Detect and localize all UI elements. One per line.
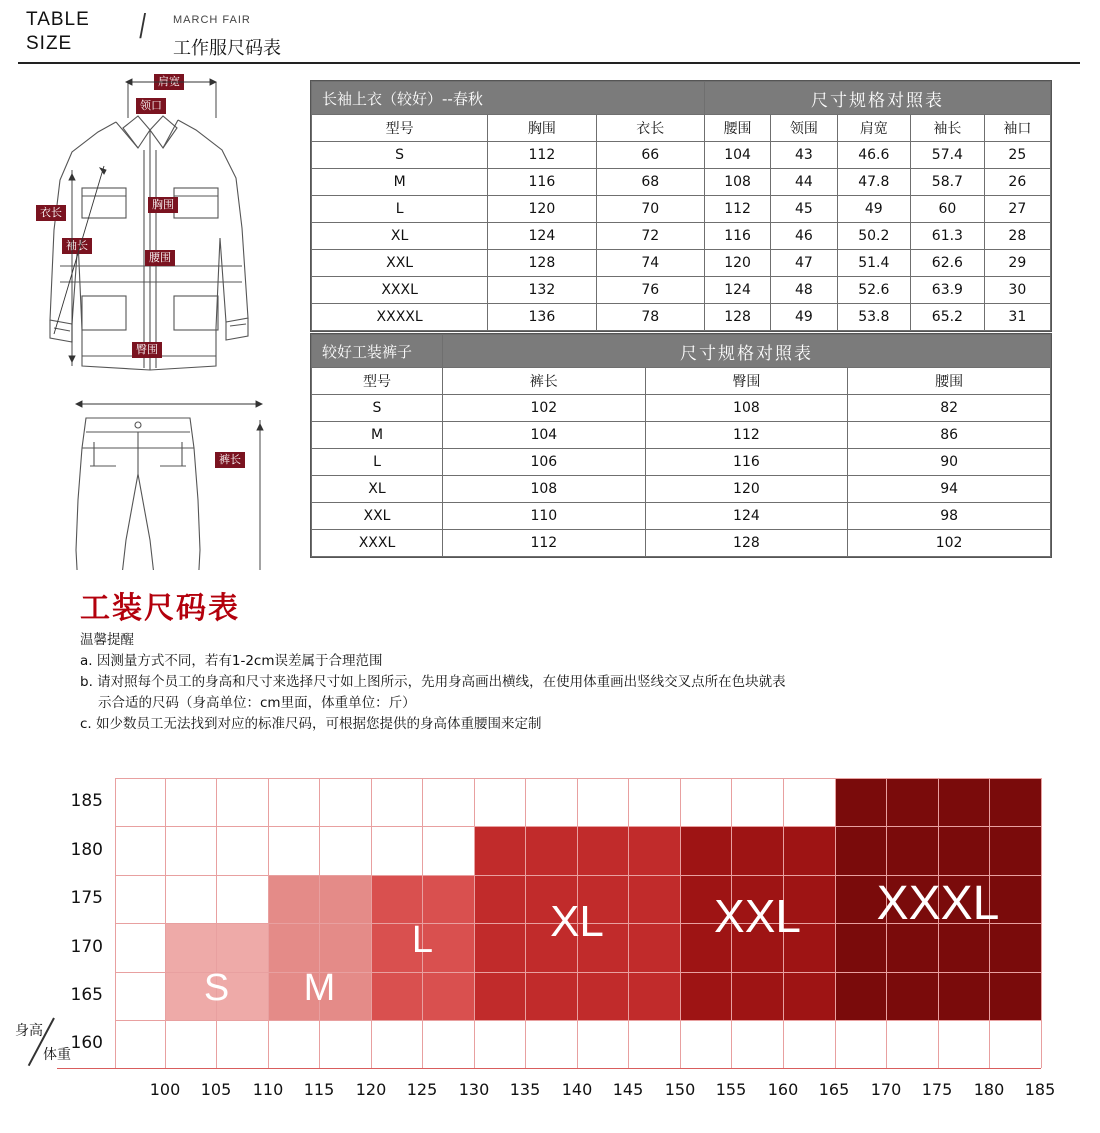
gridline-h (115, 1020, 1041, 1021)
x-tick-label: 140 (561, 1080, 593, 1099)
cell: XXL (312, 503, 443, 530)
cell: L (312, 196, 488, 223)
cell: 49 (837, 196, 911, 223)
gridline-v (216, 778, 217, 1068)
cell: 47.8 (837, 169, 911, 196)
axis-corner (9, 1020, 119, 1068)
dim-label-pants-length: 裤长 (215, 452, 245, 468)
gridline-h (115, 826, 1041, 827)
notes-block (80, 630, 940, 735)
dim-label-collar: 领口 (136, 98, 166, 114)
cell: 98 (848, 503, 1051, 530)
cell: 112 (443, 530, 646, 557)
heat-label-xl: XL (550, 897, 604, 946)
cell: 106 (443, 449, 646, 476)
cell: 120 (704, 250, 770, 277)
cell: 116 (645, 449, 848, 476)
cell: 128 (645, 530, 848, 557)
jacket-col-head: 袖口 (984, 115, 1050, 142)
header-title-en (26, 8, 90, 56)
y-axis-label: 身高 (15, 1023, 43, 1039)
cell: 27 (984, 196, 1050, 223)
dimension-arrows (20, 70, 300, 570)
cell: 29 (984, 250, 1050, 277)
cell: 72 (596, 223, 704, 250)
table-row (312, 196, 1051, 223)
cell: 47 (771, 250, 837, 277)
dim-label-hip: 臀围 (132, 342, 162, 358)
cell: 136 (488, 304, 596, 331)
x-tick-label: 125 (406, 1080, 438, 1099)
cell: XXL (312, 250, 488, 277)
cell: 102 (848, 530, 1051, 557)
jacket-col-head: 型号 (312, 115, 488, 142)
cell: 108 (443, 476, 646, 503)
x-tick-label: 165 (818, 1080, 850, 1099)
heat-label-s: S (203, 967, 230, 1009)
pants-band-center: 尺寸规格对照表 (443, 335, 1051, 368)
y-tick-label: 170 (70, 937, 103, 957)
cell: 44 (771, 169, 837, 196)
dim-label-waist: 腰围 (145, 250, 175, 266)
notes-heading: 温馨提醒 (80, 632, 134, 648)
cell: 124 (704, 277, 770, 304)
gridline-v (268, 778, 269, 1068)
table-row (312, 530, 1051, 557)
cell: 60 (911, 196, 985, 223)
cell: 110 (443, 503, 646, 530)
brand-name-cn: 工作服尺码表 (173, 38, 281, 59)
table-row (312, 169, 1051, 196)
table-row (312, 503, 1051, 530)
garment-illustration (20, 70, 300, 570)
cell: M (312, 169, 488, 196)
header-title-line2: SIZE (26, 33, 73, 54)
cell: 46 (771, 223, 837, 250)
cell: L (312, 449, 443, 476)
cell: 51.4 (837, 250, 911, 277)
cell: 62.6 (911, 250, 985, 277)
x-tick-label: 130 (458, 1080, 490, 1099)
header-title-line1: TABLE (26, 9, 90, 30)
pants-col-head: 腰围 (848, 368, 1051, 395)
gridline-v (1041, 778, 1042, 1068)
cell: S (312, 142, 488, 169)
x-tick-label: 105 (200, 1080, 232, 1099)
jacket-header-row (312, 115, 1051, 142)
x-tick-label: 115 (303, 1080, 335, 1099)
jacket-band-left: 长袖上衣（较好）--春秋 (312, 82, 705, 115)
cell: XXXXL (312, 304, 488, 331)
cell: XL (312, 223, 488, 250)
cell: 120 (488, 196, 596, 223)
cell: 112 (488, 142, 596, 169)
cell: 25 (984, 142, 1050, 169)
table-row (312, 395, 1051, 422)
cell: 50.2 (837, 223, 911, 250)
note-line-b1: b. 请对照每个员工的身高和尺寸来选择尺寸如上图所示，先用身高画出横线，在使用体重画出竖线交叉点所在色块就表 (80, 674, 786, 690)
gridline-v (319, 778, 320, 1068)
x-tick-label: 120 (355, 1080, 387, 1099)
jacket-size-table-grid (311, 81, 1051, 331)
jacket-col-head: 腰围 (704, 115, 770, 142)
cell: 116 (488, 169, 596, 196)
jacket-size-table (310, 80, 1052, 332)
cell: 30 (984, 277, 1050, 304)
cell: XL (312, 476, 443, 503)
cell: 63.9 (911, 277, 985, 304)
cell: 28 (984, 223, 1050, 250)
gridline-h (115, 875, 1041, 876)
page-header (18, 6, 1080, 64)
cell: 49 (771, 304, 837, 331)
note-line-c: c. 如少数员工无法找到对应的标准尺码，可根据您提供的身高体重腰围来定制 (80, 716, 542, 732)
table-row (312, 476, 1051, 503)
cell: 108 (645, 395, 848, 422)
page-title: 工装尺码表 (80, 591, 240, 626)
pants-col-head: 裤长 (443, 368, 646, 395)
jacket-col-head: 肩宽 (837, 115, 911, 142)
y-tick-label: 175 (70, 888, 103, 908)
pants-col-head: 型号 (312, 368, 443, 395)
gridline-v (165, 778, 166, 1068)
cell: 112 (645, 422, 848, 449)
cell: 70 (596, 196, 704, 223)
cell: 52.6 (837, 277, 911, 304)
table-row (312, 422, 1051, 449)
x-tick-label: 150 (664, 1080, 696, 1099)
heat-label-xxxl: XXXL (876, 877, 1000, 930)
cell: 46.6 (837, 142, 911, 169)
y-tick-label: 160 (70, 1033, 103, 1053)
cell: 128 (488, 250, 596, 277)
header-slash-divider: / (139, 8, 147, 46)
cell: 53.8 (837, 304, 911, 331)
cell: 26 (984, 169, 1050, 196)
table-row (312, 250, 1051, 277)
jacket-col-head: 衣长 (596, 115, 704, 142)
size-heatmap-chart (15, 778, 1056, 1099)
pants-size-table (310, 333, 1052, 558)
cell: 104 (443, 422, 646, 449)
table-row (312, 223, 1051, 250)
note-line-b2: 示合适的尺码（身高单位：cm里面，体重单位：斤） (98, 695, 416, 711)
dim-label-coat-length: 衣长 (36, 205, 66, 221)
cell: 124 (645, 503, 848, 530)
gridline-h (57, 1068, 1041, 1069)
cell: 116 (704, 223, 770, 250)
dim-label-chest: 胸围 (148, 197, 178, 213)
cell: 104 (704, 142, 770, 169)
table-row (312, 304, 1051, 331)
cell: 112 (704, 196, 770, 223)
cell: 132 (488, 277, 596, 304)
y-tick-label: 165 (70, 985, 103, 1005)
cell: 58.7 (911, 169, 985, 196)
cell: 94 (848, 476, 1051, 503)
heat-label-xxl: XXL (714, 890, 801, 942)
cell: 128 (704, 304, 770, 331)
cell: 124 (488, 223, 596, 250)
gridline-h (115, 778, 1041, 779)
jacket-col-head: 领围 (771, 115, 837, 142)
cell: 57.4 (911, 142, 985, 169)
cell: 61.3 (911, 223, 985, 250)
dim-label-shoulder: 肩宽 (154, 74, 184, 90)
cell: 108 (704, 169, 770, 196)
heat-label-l: L (411, 919, 434, 961)
jacket-table-band (312, 82, 1051, 115)
cell: XXXL (312, 277, 488, 304)
brand-name-en: MARCH FAIR (173, 14, 251, 26)
table-row (312, 449, 1051, 476)
cell: 68 (596, 169, 704, 196)
pants-size-table-grid (311, 334, 1051, 557)
pants-band-left: 较好工装裤子 (312, 335, 443, 368)
heat-label-m: M (303, 967, 336, 1009)
cell: 31 (984, 304, 1050, 331)
y-tick-label: 185 (70, 791, 103, 811)
x-tick-label: 100 (149, 1080, 181, 1099)
note-line-a: a. 因测量方式不同，若有1-2cm误差属于合理范围 (80, 653, 383, 669)
cell: 45 (771, 196, 837, 223)
cell: 120 (645, 476, 848, 503)
cell: M (312, 422, 443, 449)
cell: 78 (596, 304, 704, 331)
jacket-band-center: 尺寸规格对照表 (704, 82, 1050, 115)
x-tick-label: 135 (509, 1080, 541, 1099)
pants-col-head: 臀围 (645, 368, 848, 395)
pants-header-row (312, 368, 1051, 395)
x-tick-label: 145 (612, 1080, 644, 1099)
cell: XXXL (312, 530, 443, 557)
cell: 102 (443, 395, 646, 422)
table-row (312, 277, 1051, 304)
cell: 82 (848, 395, 1051, 422)
cell: 90 (848, 449, 1051, 476)
x-tick-label: 175 (921, 1080, 953, 1099)
pants-table-band (312, 335, 1051, 368)
cell: 86 (848, 422, 1051, 449)
x-tick-label: 155 (715, 1080, 747, 1099)
jacket-col-head: 胸围 (488, 115, 596, 142)
x-tick-label: 170 (870, 1080, 902, 1099)
x-tick-label: 160 (767, 1080, 799, 1099)
x-tick-label: 185 (1024, 1080, 1056, 1099)
dim-label-sleeve-length: 袖长 (62, 238, 92, 254)
table-row (312, 142, 1051, 169)
cell: 74 (596, 250, 704, 277)
y-tick-label: 180 (70, 840, 103, 860)
x-tick-label: 110 (252, 1080, 284, 1099)
cell: 65.2 (911, 304, 985, 331)
jacket-col-head: 袖长 (911, 115, 985, 142)
cell: 43 (771, 142, 837, 169)
cell: 48 (771, 277, 837, 304)
cell: 66 (596, 142, 704, 169)
cell: S (312, 395, 443, 422)
x-axis-label: 体重 (43, 1047, 71, 1063)
x-tick-label: 180 (973, 1080, 1005, 1099)
cell: 76 (596, 277, 704, 304)
